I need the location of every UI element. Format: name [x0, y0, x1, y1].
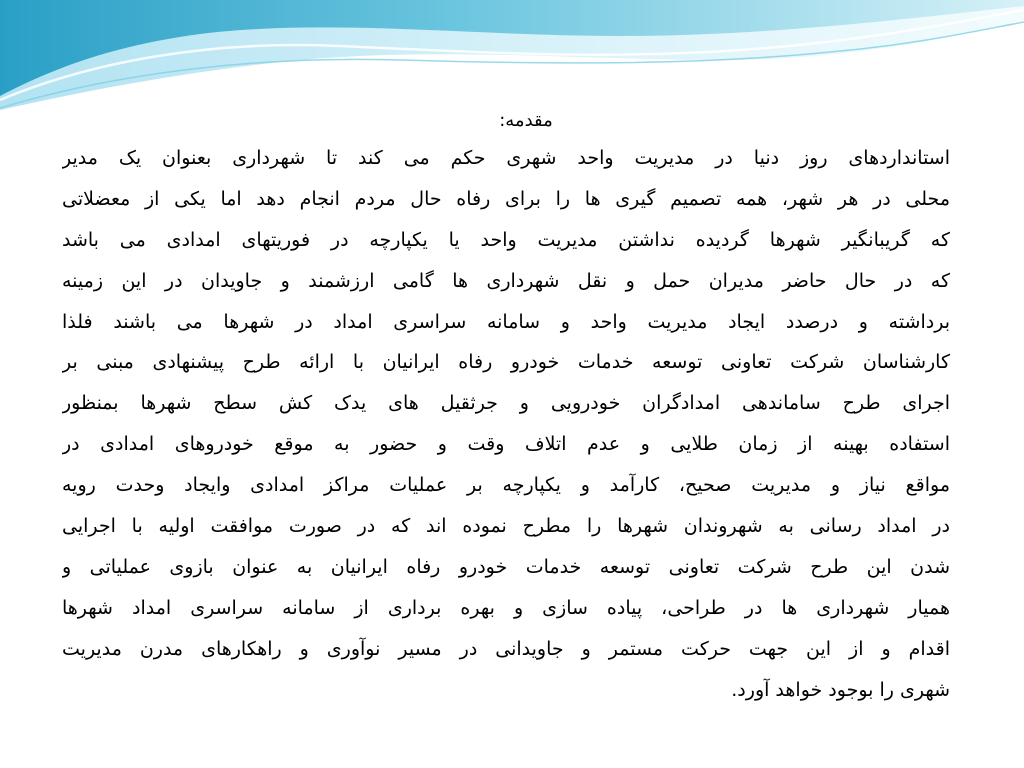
body-line-7: اجرای طرح ساماندهی امدادگران خودرویی و جرثقیل های یدک کش سطح شهرها بمنظور	[62, 392, 950, 415]
body-line-6: کارشناسان شرکت تعاونی توسعه خدمات خودرو رفاه ایرانیان با ارائه طرح پیشنهادی مبنی بر	[62, 351, 950, 374]
slide-heading: مقدمه:	[499, 110, 553, 131]
body-line-13: اقدام و از این جهت حرکت مستمر و جاویدانی در مسیر نوآوری و راهکارهای مدرن مدیریت	[62, 637, 950, 660]
body-line-3: که گریبانگیر شهرها گردیده نداشتن مدیریت واحد یا یکپارچه در فوریتهای امدادی می باشد	[62, 228, 950, 251]
wave-highlight	[0, 10, 1024, 100]
wave-front	[0, 0, 1024, 96]
body-line-1: استانداردهای روز دنیا در مدیریت واحد شهری حکم می کند تا شهرداری بعنوان یک مدیر	[62, 147, 950, 169]
body-line-8: استفاده بهینه از زمان طلایی و عدم اتلاف وقت و حضور به موقع خودروهای امدادی در	[62, 433, 950, 456]
top-wave-decoration	[0, 0, 1024, 120]
body-line-4: که در حال حاضر مدیران حمل و نقل شهرداری ها گامی ارزشمند و جاویدان در این زمینه	[62, 269, 950, 292]
body-line-12: همیار شهرداری ها در طراحی، پیاده سازی و بهره برداری از سامانه سراسری امداد شهرها	[62, 596, 950, 619]
slide-content	[62, 104, 950, 724]
body-line-11: شدن این طرح شرکت تعاونی توسعه خدمات خودرو رفاه ایرانیان به عنوان بازوی عملیاتی و	[62, 555, 950, 578]
slide-body-text	[62, 138, 950, 710]
body-line-2: محلی در هر شهر، همه تصمیم گیری ها را برای رفاه حال مردم انجام دهد اما یکی از معضلاتی	[62, 187, 950, 210]
wave-back	[0, 0, 1024, 110]
body-line-9: مواقع نیاز و مدیریت صحیح، کارآمد و یکپارچه بر عملیات مراکز امدادی وایجاد وحدت رویه	[62, 474, 950, 497]
body-line-5: برداشته و درصدد ایجاد مدیریت واحد و سامانه سراسری امداد در شهرها می باشند فلذا	[62, 310, 950, 333]
body-line-14: شهری را بوجود خواهد آورد.	[731, 678, 950, 701]
body-line-10: در امداد رسانی به شهروندان شهرها را مطرح نموده اند که در صورت موافقت اولیه با اجرایی	[62, 515, 950, 538]
wave-line	[0, 22, 1024, 108]
